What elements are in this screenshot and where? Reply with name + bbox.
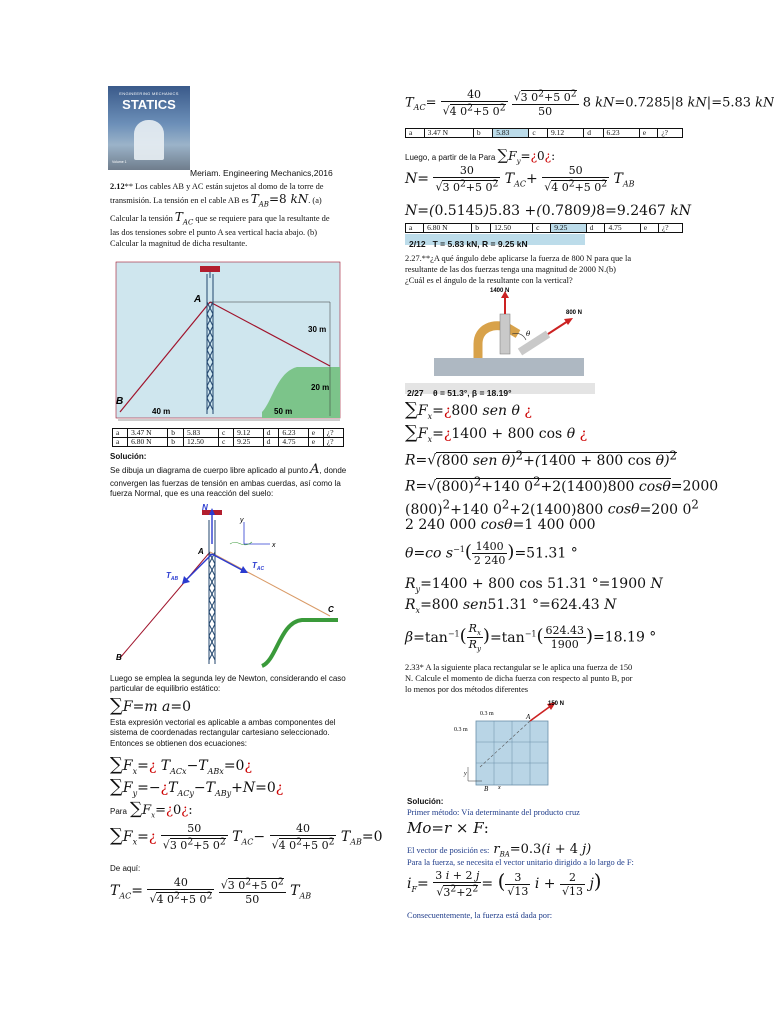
- answer-table-mid: [405, 223, 683, 233]
- fbd-label-a: A: [198, 547, 204, 556]
- fbd-label-c: C: [328, 605, 334, 614]
- equation-n-result: N=(0.5145)5.83 +(0.7809)8=9.2467 kN: [405, 203, 692, 219]
- equation-newton: ∑F=m a=0: [110, 695, 192, 716]
- equation-227-rx: $R_x=800$ sen51.31 °=624.43 N: [405, 597, 617, 615]
- cover-volume: Volume 1: [112, 160, 127, 164]
- cover-series: ENGINEERING MECHANICS: [119, 91, 179, 96]
- fbd-cable-ac: [210, 552, 330, 616]
- equation-227-ry: $R_y=1400 + 800$ cos 51.31 °=1900 N: [405, 576, 663, 594]
- label-800n: 800 N: [566, 310, 583, 316]
- equation-sum-fx: $\sum F_x=¿$ $T_{ACx}-T_{ABx}=0¿$: [110, 754, 252, 776]
- position-line: El vector de posición es: $r_{BA}=0.3(i + 4$ j): [407, 842, 592, 859]
- problem-212-line-3: Calcular la tensión $T_{AC}$ que se requiere para que la resultante de: [110, 209, 330, 227]
- fbd-label-tab: $T_{AB}$: [166, 571, 179, 582]
- answer-row: a 3.47 N b 5.83 c 9.12 d 6.23 e ¿?: [406, 129, 683, 138]
- plate-label-b: B: [484, 785, 489, 793]
- equation-227-theta: θ=co $s^{-1}$( $\frac{1400}{2 240}$ )=51.31 °: [405, 540, 578, 567]
- equation-227-cos: 2 240 000 cosθ=1 400 000: [405, 517, 596, 533]
- equation-227-beta: $\beta=\tan^{-1}$( $\frac{R_x}{R_y}$ )$=\tan^{-1}$( $\frac{624.43}{1900}$ )=18.19 °: [405, 622, 657, 654]
- problem-233: 2.33* A la siguiente placa rectangular se le aplica una fuerza de 150 N. Calcule el momento de dicha fuerza con respecto al punto B, por lo menos por dos métodos diferentes: [405, 663, 633, 695]
- tab-arrow: [186, 554, 212, 580]
- equation-227-r-2: $R=√(800)^2+140$ $0^2+2(1400)800$ cosθ=2000: [405, 474, 719, 495]
- equation-moment: Mo=r × F:: [407, 819, 489, 837]
- vector-text: Esta expresión vectorial es aplicable a ambas componentes del sistema de coordenadas rectangular cartesiano seleccionado. Entonces se obtienen dos ecuaciones:: [110, 718, 336, 748]
- answer-212-text: 2/12 T = 5.83 kN, R = 9.25 kN: [409, 239, 528, 249]
- plate-label-x: x: [498, 785, 501, 791]
- answer-row: a 3.47 N b 5.83 c 9.12 d 6.23 e ¿?: [113, 429, 344, 438]
- fbd-axis-x-label: x: [272, 542, 276, 549]
- label-1400n: 1400 N: [490, 288, 510, 294]
- fuerza-text: Para la fuerza, se necesita el vector unitario dirigido a lo largo de F:: [407, 858, 634, 867]
- equation-sum-fy: $\sum F_y=-¿T_{ACy}-T_{ABy}+N=0¿$: [110, 776, 284, 798]
- fbd-axis-y-label: y: [240, 517, 244, 524]
- free-body-diagram: [112, 500, 342, 668]
- dim-30m: 30 m: [308, 325, 327, 334]
- pipe-figure: [408, 288, 588, 380]
- plate-label-y: y: [464, 771, 467, 777]
- plate-figure: [450, 697, 580, 791]
- equation-227-r-3: $(800)^2+140$ $0^2+2(1400)800$ cosθ=200 $0^2$: [405, 497, 699, 518]
- answer-227-banner: [405, 383, 595, 398]
- force-150-arrow: [530, 705, 552, 721]
- equation-para-fx: $\sum F_x=¿0¿$:: [130, 799, 193, 820]
- dim-50m: 50 m: [274, 407, 293, 416]
- answer-row: a 6.80 N b 12.50 c 9.25 d 4.75 e ¿?: [113, 438, 344, 447]
- equation-227-fx-2: $\sum F_x=¿1400 + 800$ cos θ ¿: [405, 422, 588, 444]
- label-theta: θ: [526, 330, 531, 338]
- book-cover: [108, 86, 190, 170]
- equation-227-fx-1: $\sum F_x=¿800$ sen θ ¿: [405, 399, 532, 421]
- answer-row: a 6.80 N b 12.50 c 9.25 d 4.75 e ¿?: [406, 224, 683, 233]
- answer-table-212: [112, 428, 344, 447]
- pipe-base: [434, 358, 584, 376]
- solucion-233-heading: Solución:: [407, 797, 444, 806]
- tower-top: [200, 266, 220, 272]
- answer-table-top: [405, 128, 683, 138]
- fbd-label-tac: $T_{AC}$: [252, 561, 265, 572]
- problem-212: [110, 181, 350, 250]
- pipe-vertical: [500, 314, 510, 354]
- deaqui-label: De aquí:: [110, 864, 141, 873]
- solucion-heading: Solución:: [110, 452, 147, 461]
- cover-building: [134, 120, 164, 160]
- equation-fx-expanded: $\sum F_x=¿$ $\frac{50}{√3 0^2+5 0^2}$ $T_{AC}-$ $\frac{40}{√4 0^2+5 0^2}$ $T_{AB}=0$: [110, 822, 383, 852]
- dim-20m: 20 m: [311, 383, 330, 392]
- answer-227-text: 2/27 θ = 51.3°, β = 18.19°: [407, 388, 512, 398]
- metodo-text: Primer método: Vía determinante del producto cruz: [407, 808, 580, 817]
- fbd-label-n: N: [202, 503, 208, 512]
- problem-212-line-5: Calcular la magnitud de dicha resultante.: [110, 239, 248, 249]
- equation-unit-vector: $i_F=$ $\frac{3 i + 2 j}{√3^2+2^2}$ = ( $\frac{3}{√13}$ i + $\frac{2}{√13}$ j): [407, 869, 602, 899]
- equation-227-r-1: R=√(800 sen θ)$^2$+(1400 + 800 cos θ)$^2$: [405, 448, 677, 469]
- plate-label-a: A: [526, 713, 531, 721]
- fbd-label-b: B: [116, 653, 122, 662]
- dim-40m: 40 m: [152, 407, 171, 416]
- problem-227: 2.27.**¿A qué ángulo debe aplicarse la fuerza de 800 N para que la resultante de las dos fuerzas tenga una magnitud de 2000 N.(b) ¿Cuál es el ángulo de la resultante con la vertical?: [405, 254, 632, 286]
- plate-label-d1: 0.3 m: [480, 711, 494, 717]
- para-label: Para: [110, 807, 127, 816]
- equation-tac: $T_{AC}=$ $\frac{40}{√4 0^2+5 0^2}$ $\frac{√3 0^2+5 0^2}{50}$ $T_{AB}$: [110, 876, 312, 906]
- problem-212-line-1: 2.12** Los cables AB y AC están sujetos al domo de la torre de: [110, 182, 324, 191]
- equation-tac-result: $T_{AC}=$ $\frac{40}{√4 0^2+5 0^2}$ $\frac{√3 0^2+5 0^2}{50}$ 8 kN=0.7285|8 kN|=5.83 kN: [405, 88, 774, 118]
- tower-figure: [112, 262, 342, 422]
- newton-text: Luego se emplea la segunda ley de Newton, considerando el caso particular de equilibrio estático:: [110, 674, 346, 694]
- label-b: B: [116, 396, 124, 407]
- answer-212-banner: [405, 234, 585, 249]
- cover-title: STATICS: [122, 97, 176, 112]
- equation-n: N= $\frac{30}{√3 0^2+5 0^2}$ $T_{AC}+$ $\frac{50}{√4 0^2+5 0^2}$ $T_{AB}$: [405, 164, 635, 194]
- problem-212-line-2: transmisión. La tensión en el cable AB es $T_{AB}=8$ kN. (a): [110, 192, 322, 209]
- problem-212-line-4: las dos tensiones sobre el punto A sea vertical hacia abajo. (b): [110, 228, 317, 238]
- plate-label-150n: 150 N: [548, 701, 565, 707]
- solution-text: Se dibuja un diagrama de cuerpo libre aplicado al punto A, donde convergen las fuerzas de tensión en ambas cuerdas, así como la fuerza Normal, que es una reacción del suelo:: [110, 462, 347, 499]
- book-citation: Meriam. Engineering Mechanics,2016: [190, 168, 333, 178]
- label-a: A: [194, 294, 202, 305]
- luego-text: Luego, a partir de la Para $\sum F_y=¿0¿$:: [405, 146, 556, 166]
- fbd-hill: [262, 620, 338, 666]
- consecuentemente-text: Consecuentemente, la fuerza está dada por:: [407, 911, 553, 920]
- fbd-cable-ab: [120, 552, 210, 658]
- tac-arrow: [212, 554, 242, 570]
- plate-label-d2: 0.3 m: [454, 727, 468, 733]
